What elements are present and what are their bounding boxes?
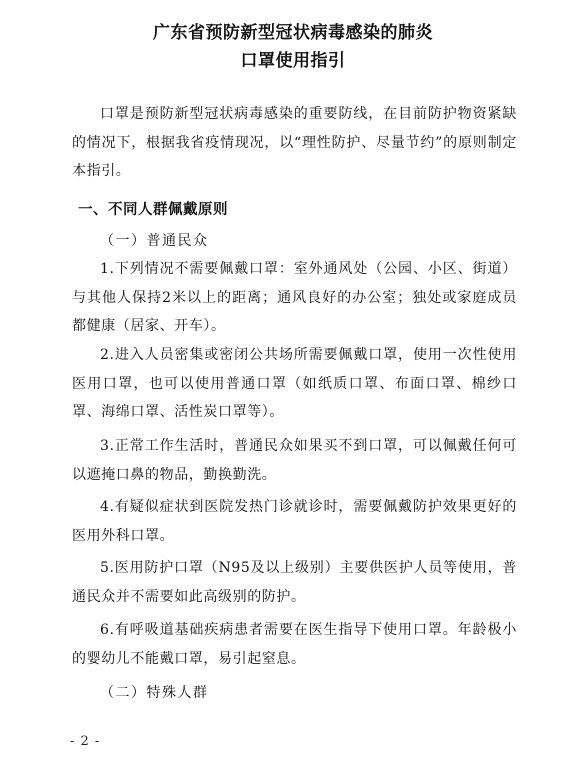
list-item: 2.进入人员密集或密闭公共场所需要佩戴口罩，使用一次性使用医用口罩，也可以使用普通口罩（如纸质口罩、布面口罩、棉纱口罩、海绵口罩、活性炭口罩等）。 [72, 347, 517, 420]
list-item: 1.下列情况不需要佩戴口罩：室外通风处（公园、小区、街道）与其他人保持2米以上的距离；通风良好的办公室；独处或家庭成员都健康（居家、开车）。 [72, 261, 517, 334]
document-title-line2: 口罩使用指引 [240, 51, 346, 71]
section-heading: 一、不同人群佩戴原则 [78, 202, 228, 218]
list-item: 6.有呼吸道基础疾病患者需要在医生指导下使用口罩。年龄极小的婴幼儿不能戴口罩，易引起窒息。 [72, 622, 517, 667]
list-item: 5.医用防护口罩（N95及以上级别）主要供医护人员等使用，普通民众并不需要如此高级别的防护。 [72, 560, 517, 605]
intro-paragraph: 口罩是预防新型冠状病毒感染的重要防线，在目前防护物资紧缺的情况下，根据我省疫情现况，以“理性防护、尽量节约”的原则制定本指引。 [72, 106, 517, 179]
subsection-heading-special: （二）特殊人群 [100, 685, 209, 701]
list-item: 4.有疑似症状到医院发热门诊就诊时，需要佩戴防护效果更好的医用外科口罩。 [72, 499, 517, 544]
page-number: - 2 - [70, 734, 101, 749]
subsection-heading-public: （一）普通民众 [100, 233, 209, 249]
document-title-line1: 广东省预防新型冠状病毒感染的肺炎 [153, 23, 433, 43]
list-item: 3.正常工作生活时，普通民众如果买不到口罩，可以佩戴任何可以遮掩口鼻的物品，勤换勤洗。 [72, 438, 517, 483]
